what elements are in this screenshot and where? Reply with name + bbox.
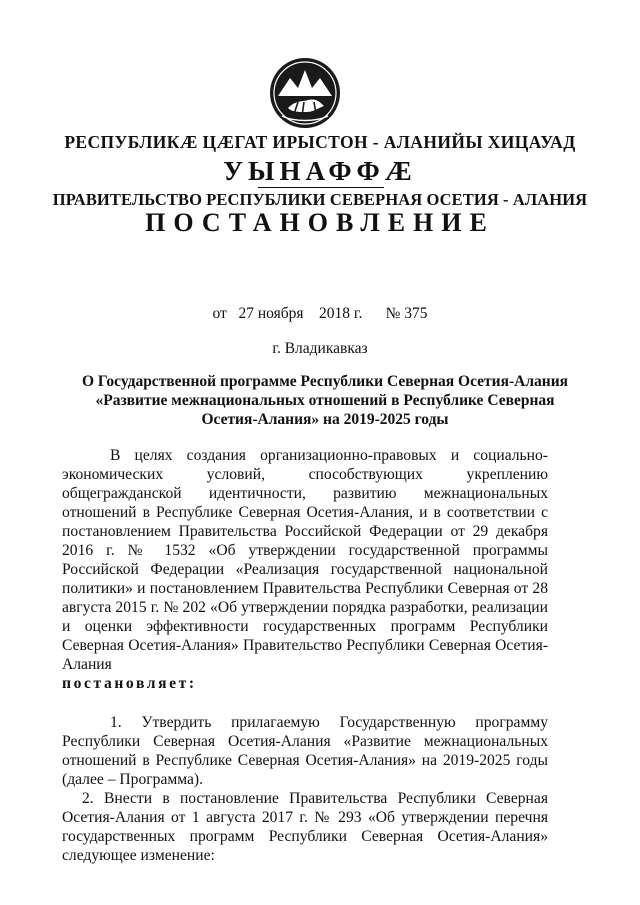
russian-government-heading: ПРАВИТЕЛЬСТВО РЕСПУБЛИКИ СЕВЕРНАЯ ОСЕТИЯ - АЛАНИЯ — [52, 190, 588, 209]
decree-body — [62, 446, 548, 865]
resolves-line — [62, 674, 548, 693]
decree-city: г. Владикавказ — [272, 340, 368, 357]
ossetian-republic-heading: РЕСПУБЛИКÆ ЦÆГАТ ИРЫСТОН - АЛАНИЙЫ ХИЦАУАД — [64, 132, 576, 152]
coat-of-arms-icon — [268, 56, 342, 130]
decree-title: О Государственной программе Республики Северная Осетия-Алания «Развитие межнациональных отношений в Республике Северная Осетия-Алания» на 2019-2025 годы — [81, 373, 569, 428]
russian-decree-heading: ПОСТАНОВЛЕНИЕ — [145, 208, 495, 237]
paragraph-gap — [62, 693, 548, 713]
ossetian-decree-heading: УЫНАФФÆ — [223, 156, 417, 186]
item-2-paragraph: 2. Внести в постановление Правительства Республики Северная Осетия-Алания от 1 августа 2017 г. № 293 «Об утверждении перечня государственных программ Республики Северная Осетия-Алания» следующее изменение: — [62, 790, 548, 864]
item-1-paragraph: 1. Утвердить прилагаемую Государственную программу Республики Северная Осетия-Алания «Развитие межнациональных отношений в Республике Северная Осетия-Алания» на 2019-2025 годы (далее – Программа). — [62, 714, 548, 788]
decree-dateline: от 27 ноября 2018 г. № 375 — [212, 305, 428, 322]
resolves-word: постановляет: — [62, 675, 197, 692]
preamble-paragraph: В целях создания организационно-правовых и социально-экономических условий, способствующих укреплению общегражданской идентичности, развитию межнациональных отношений в Республике Северная Осетия-Алания, и в соответствии с постановлением Правительства Российской Федерации от 29 декабря 2016 г. № 1532 «Об утверждении государственной программы Российской Федерации «Реализация государственной национальной политики» и постановлением Правительства Республики Северная от 28 августа 2015 г. № 202 «Об утверждении порядка разработки, реализации и оценки эффективности государственных программ Республики Северная Осетия-Алания» Правительство Республики Северная Осетия-Алания — [62, 447, 548, 673]
heading-underline — [258, 187, 384, 188]
